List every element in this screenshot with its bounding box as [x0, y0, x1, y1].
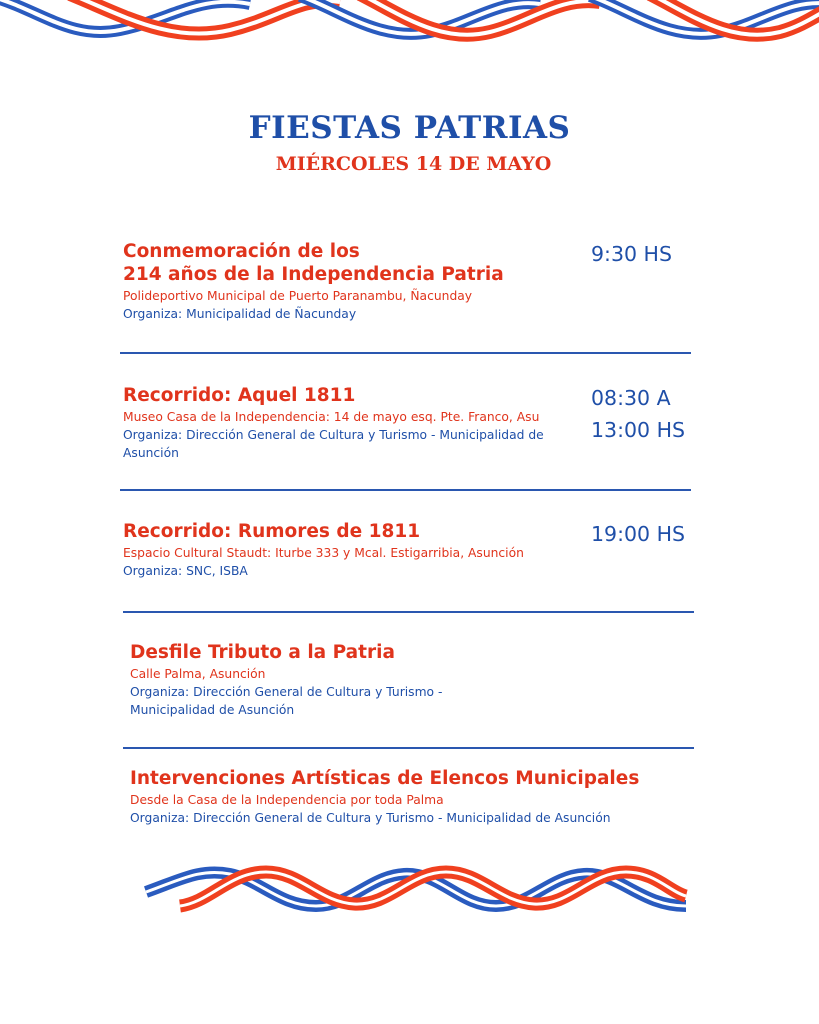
- divider: [120, 489, 691, 491]
- event-item: [123, 384, 563, 462]
- event-item: [130, 767, 690, 827]
- divider: [120, 352, 691, 354]
- event-organizer: Organiza: Municipalidad de Ñacunday: [123, 307, 357, 321]
- event-organizer: Organiza: SNC, ISBA: [123, 564, 248, 578]
- event-title: [123, 240, 563, 286]
- event-time: 19:00 HS: [591, 522, 686, 546]
- event-time: [591, 382, 685, 446]
- event-item: [123, 520, 573, 580]
- event-venue: Museo Casa de la Independencia: 14 de mayo esq. Pte. Franco, Asu: [123, 410, 540, 424]
- event-title: Recorrido: Aquel 1811: [123, 385, 356, 406]
- divider: [123, 611, 694, 613]
- event-organizer: Organiza: Dirección General de Cultura y Turismo - Municipalidad de Asunción: [130, 811, 611, 825]
- event-organizer: Organiza: Dirección General de Cultura y Turismo - Municipalidad de Asunción: [130, 685, 443, 717]
- event-time: 9:30 HS: [591, 242, 672, 266]
- page-subtitle-date: MIÉRCOLES 14 DE MAYO: [275, 153, 552, 175]
- event-time-start: 08:30 A: [591, 386, 671, 410]
- event-item: [123, 240, 563, 323]
- flag-ribbon-bottom-icon: [140, 862, 692, 918]
- event-title-line: Conmemoración de los: [123, 241, 360, 262]
- flag-ribbon-top-icon: [0, 0, 819, 50]
- event-title: Recorrido: Rumores de 1811: [123, 521, 421, 542]
- event-venue: Polideportivo Municipal de Puerto Paranambu, Ñacunday: [123, 289, 473, 303]
- event-time-end: 13:00 HS: [591, 418, 686, 442]
- page-title: FIESTAS PATRIAS: [248, 110, 571, 146]
- event-title-line: 214 años de la Independencia Patria: [123, 264, 504, 285]
- event-item: [130, 641, 520, 719]
- event-venue: Espacio Cultural Staudt: Iturbe 333 y Mcal. Estigarribia, Asunción: [123, 546, 524, 560]
- event-organizer: Organiza: Dirección General de Cultura y Turismo - Municipalidad de Asunción: [123, 428, 544, 460]
- event-venue: Desde la Casa de la Independencia por toda Palma: [130, 793, 444, 807]
- event-title: Desfile Tributo a la Patria: [130, 642, 395, 663]
- event-title: Intervenciones Artísticas de Elencos Municipales: [130, 768, 640, 789]
- event-venue: Calle Palma, Asunción: [130, 667, 266, 681]
- divider: [123, 747, 694, 749]
